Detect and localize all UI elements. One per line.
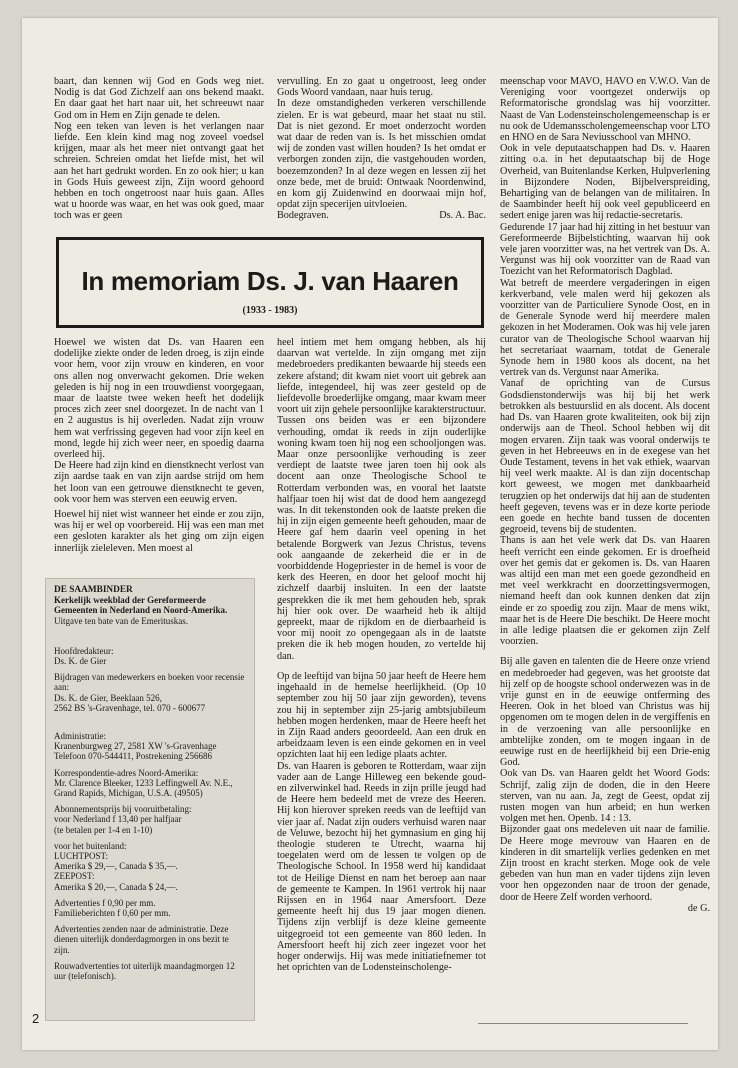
admin-address: Kranenburgweg 27, 2581 XW 's-Gravenhage [54, 741, 217, 752]
paragraph: Ds. van Haaren is geboren te Rotterdam, waar zijn vader aan de Lange Hilleweg een bekende goud- en zilverwinkel had. Reeds in zijn prille jeugd had de Heere hem bedeeld met de vreze des Heeren. Hij kon hierover spreken reeds van de leeftijd van vier jaar af. Nadat zijn ouders verhuisd waren naar de Veluwe, bezocht hij het gymnasium en ging hij theologie studeren te Utrecht, waarna hij toegelaten werd om de lessen te volgen op de Theologische School. In 1958 werd hij kandidaat tot de Heilige Dienst en nam het beroep aan naar de gemeente te Kampen. In 1961 vertrok hij naar Rijssen en in 1964 naar Amersfoort. Deze gemeente heeft hij dus 19 jaar mogen dienen. Tijdens zijn verblijf is deze kleine gemeente uitgegroeid tot een gemeente van 860 leden. In Amersfoort heeft hij zich zeer ingezet voor het hoger onderwijs. Hij was mede initiatiefnemer tot het oprichten van de Lodensteinscholenge- [277, 760, 486, 974]
editor-name: Ds. K. de Gier [54, 656, 107, 667]
na-address: Mr. Clarence Bleeker, 1233 Leffingwell Av. N.E., Grand Rapids, Michigan, U.S.A. (49505) [54, 777, 233, 799]
editor-label: Hoofdredakteur: [54, 645, 114, 656]
publication-subtitle: Kerkelijk weekblad der Gereformeerde Gemeenten in Nederland en Noord-Amerika. [54, 595, 228, 616]
contrib-label: Bijdragen van medewerkers en boeken voor recensie aan: [54, 672, 245, 693]
life-years: (1933 - 1983) [242, 305, 298, 316]
airmail-label: LUCHTPOST: [54, 851, 109, 862]
paragraph: Bij alle gaven en talenten die de Heere onze vriend en medebroeder had gegeven, was het grootste dat hij zelf op de hoogste school onderwezen was in de vrije gunst en in de eeuwige ontferming des Heeren. Ook in het bloed van Christus was hij opgenomen om te mogen delen in de vergiffenis en in de verzoening van alle persoonlijke en ambtelijke zonden, om te mogen ingaan in de eeuwige rust en de heerlijkheid bij een Drie-enig God. [500, 656, 710, 769]
seamail-prices: Amerika $ 20,—, Canada $ 24,—. [54, 881, 178, 892]
contrib-address: Ds. K. de Gier, Beeklaan 526, [54, 692, 162, 703]
paragraph: Hoewel we wisten dat Ds. van Haaren een dodelijke ziekte onder de leden droeg, is zijn einde voor hem, voor zijn vrouw en kinderen, en voor ons allen nog onverwacht gekomen. Drie weken geleden is hij nog in een trouwdienst voorgegaan, maar de laatste twee weken heeft het dodelijk proces zich zeer snel doorgezet. In de nacht van 1 en 2 augustus is hij overleden. Nadat zijn vrouw hem wat verfrissing gegeven had voor zijn keel en mond, legde hij zich weer neer, en spoedig daarna overleed hij. [54, 337, 264, 461]
admin-label: Administratie: [54, 731, 106, 742]
paragraph: baart, dan kennen wij God en Gods weg niet. Nodig is dat God Zichzelf aan ons bekend maakt. En daar gaat het hart naar uit, het schreeuwt naar God om in Hem en Zijn genade te delen. [54, 76, 264, 121]
paragraph: vervulling. En zo gaat u ongetroost, leeg onder Gods Woord vandaan, naar huis terug. [277, 76, 486, 99]
paragraph: Gedurende 17 jaar had hij zitting in het bestuur van Gereformeerde Bijbelstichting, waarvan hij ook vele jaren voorzitter was, na het vertrek van Ds. A. Vergunst was hij ook voorzitter van de Raad van Toezicht van het Reformatorisch Dagblad. [500, 221, 710, 278]
paragraph: Vanaf de oprichting van de Cursus Godsdienstonderwijs was hij bij het werk betrokken als bestuurslid en als docent. Als docent had Ds. van Haaren grote kwaliteiten, ook bij zijn onderwijs aan de Theol. School hebben wij dit mogen ervaren. Zijn taak was vooral onderwijs te geven in het Hebreeuws en in de exegese van het Oude Testament, tevens in het vak ethiek, waarvan hij veel werk maakte. Al is dan zijn docentschap kort geweest, we mogen met dankbaarheid terugzien op het onderwijs dat hij aan de studenten heeft gegeven, tevens was er in deze korte periode een goede en hechte band tussen de docenten gegroeid, tevens bij de studenten. [500, 378, 710, 536]
publication-name: DE SAAMBINDER [54, 585, 133, 595]
paragraph: meenschap voor MAVO, HAVO en V.W.O. Van de Vereniging voor voortgezet onderwijs op Reformatorische grondslag was hij voorzitter. Naast de Van Lodensteinscholengemeenschap is er nu ook de Udemansscholengemeenschap voor LTO en HNO en de Sara Neviusschool van MHNO. [500, 76, 710, 144]
subscription-nl-note: (te betalen per 1-4 en 1-10) [54, 824, 153, 835]
paragraph: Hoewel hij niet wist wanneer het einde er zou zijn, was hij er wel op voorbereid. Hij was een man met een gesloten karakter als het ging om zijn eigen innerlijk zieleleven. Men moest al [54, 509, 264, 554]
signature-author: Ds. A. Bac. [439, 210, 486, 222]
paragraph: Ook van Ds. van Haaren geldt het Woord Gods: Schrijf, zalig zijn de doden, die in den Heere sterven, van nu aan. Ja, zegt de Geest, opdat zij rusten mogen van hun arbeid; en hun werken volgen met hen. Openb. 14 : 13. [500, 768, 710, 825]
paragraph: De Heere had zijn kind en dienstknecht verlost van zijn aardse taak en van zijn aardse strijd om hem het loon van een getrouwe dienstknecht te geven, ook voor hem was sterven een eeuwig erven. [54, 460, 264, 505]
headline: In memoriam Ds. J. van Haaren [81, 266, 459, 296]
signature: de G. [687, 902, 710, 914]
na-label: Korrespondentie-adres Noord-Amerika: [54, 767, 199, 778]
paragraph: Thans is aan het vele werk dat Ds. van Haaren heeft verricht een einde gekomen. Er is droefheid over het gemis dat er gekomen is. Ds. van Haaren was altijd een man met een goede gezondheid en met veel werkkracht en doorzettingsvermogen, niemand heeft dan ook kunnen denken dat zijn einde er zo spoedig zou zijn. Maar de mens wikt, maar het is de Heere Die beschikt. De Heere mocht in alle ledige plaatsen die er gekomen zijn Zelf voorzien. [500, 535, 710, 648]
article-column-2 [277, 337, 486, 973]
paragraph: Wat betreft de meerdere vergaderingen in eigen kerkverband, vele malen werd hij gekozen als voorzitter van de Particuliere Synode Oost, en in de Generale Synode werd hij meerdere malen gekozen in het Moderamen. Ook was hij vele jaren curator van de Theologische School waarvan hij het secretariaat waarnam, totdat de Generale Synode hem in 1980 koos als docent, na het vertrek van ds. Vergunst naar Amerika. [500, 277, 710, 379]
paragraph: heel intiem met hem omgang hebben, als hij daarvan wat vertelde. In zijn omgang met zijn medebroeders predikanten bewaarde hij steeds een zekere afstand; dit kwam niet voort uit gebrek aan liefde, integendeel, hij was zeer gesteld op de liefdevolle broederlijke omgang, maar kwam meer voort uit zijn gehele persoonlijke karakterstructuur. Tussen ons beiden was er een bijzondere verhouding, omdat ik reeds in zijn ouderlijke woning kwam toen hij nog een schooljongen was. Maar onze persoonlijke verhouding is zeer verdiept de laatste twee jaren toen hij ook als docent aan onze Theologische School te Rotterdam verbonden was, en vooral het laatste halfjaar toen hij wist dat de dood hem aangezegd was. In dit tekenstonden ook de laatste preken die hij in zijn eigen gemeente heeft gehouden, maar de Heere gaf hem daarin veel opening in het betalende Borgwerk van Jezus Christus, tevens ook aangaande de zekerheid die er in de voorbiddende Hogepriester in de hemel is voor de kerk des Heeren, en door het geloof mocht hij zichzelf daarbij insluiten. In een der laatste gesprekken die ik met hem gehouden heb, sprak hij hier ook over. De waarheid heb ik altijd gepreekt, maar de rijkdom en de dierbaarheid is voor mij nooit zo opengegaan als in de laatste preken die ik heb mogen houden, zo vertelde hij dan. [277, 337, 486, 662]
paragraph: Ook in vele deputaatschappen had Ds. v. Haaren zitting o.a. in het deputaatschap bij de Hoge Overheid, van Buitenlandse Kerken, Hulpverlening in Bijzondere Noden, Bijbelverspreiding, Behartiging van de belangen van de militairen. In de Saambinder heeft hij ook veel gepubliceerd en sedert enige jaren was hij redactie-secretaris. [500, 143, 710, 222]
paragraph: Nog een teken van leven is het verlangen naar liefde. Een klein kind mag nog zoveel voedsel krijgen, maar als het meer niet ontvangt gaat het schreien. Schreien omdat het liefde mist, het wil aan het hart gedrukt worden. En zo ook hier; u kan in Gods Huis geweest zijn, Zijn woord gehoord hebben en toch ongetroost naar huis gaan. Alles wat u hoorde was waar, en het was ook goed, maar toch was er geen [54, 120, 264, 222]
publisher-note: Uitgave ten bate van de Emerituskas. [54, 615, 188, 626]
subscription-nl: voor Nederland f 13,40 per halfjaar [54, 814, 182, 825]
seamail-label: ZEEPOST: [54, 871, 95, 882]
subscription-label: Abonnementsprijs bij vooruitbetaling: [54, 804, 192, 815]
top-column-2 [277, 76, 486, 222]
article-column-1 [54, 337, 264, 554]
family-ads-rate: Familieberichten f 0,60 per mm. [54, 908, 171, 919]
paragraph: In deze omstandigheden verkeren verschillende zielen. Er is wat gebeurd, maar het staat nu stil. Dat is niet gezond. Er moet onderzocht worden wat daar de reden van is. Is het misschien omdat wij de zonden vast willen houden? Is het omdat er verborgen zonden zijn, die vastgehouden worden, boezemzonden? In al deze wegen en lessen zij het onze bede, met de bruid: Ontwaak Noordenwind, en kom gij Zuidenwind en doorwaai mijn hof, opdat zijn specerijen uitvloeien. [277, 98, 486, 211]
abroad-label: voor het buitenland: [54, 840, 127, 851]
colophon-box [45, 578, 255, 1021]
top-column-1 [54, 76, 264, 222]
airmail-prices: Amerika $ 29,—, Canada $ 35,—. [54, 861, 178, 872]
signature [277, 210, 486, 221]
mourning-ads-note: Rouwadvertenties tot uiterlijk maandagmorgen 12 uur (telefonisch). [54, 960, 235, 982]
newspaper-page [22, 18, 718, 1050]
page-number: 2 [32, 1011, 40, 1026]
contrib-address: 2562 BS 's-Gravenhage, tel. 070 - 600677 [54, 702, 206, 713]
paragraph: Op de leeftijd van bijna 50 jaar heeft de Heere hem ingehaald in de hemelse heerlijkheid. (Op 10 september zou hij 50 jaar zijn geworden), tevens zou hij in september zijn 25-jarig ambtsjubileum hebben mogen herdenken, maar de Heere heeft het in Zijn Raad anders geoordeeld. Aan een druk en arbeidzaam leven is een einde gekomen en in veel opzichten laat hij een ledige plaats achter. [277, 670, 486, 761]
admin-phone: Telefoon 070-544411, Postrekening 256686 [54, 751, 213, 762]
divider [478, 1023, 688, 1024]
memoriam-banner [56, 237, 484, 328]
ads-note: Advertenties zenden naar de administratie. Deze dienen uiterlijk donderdagmorgen in ons bezit te zijn. [54, 924, 229, 955]
paragraph: Bijzonder gaat ons medeleven uit naar de familie. De Heere moge mevrouw van Haaren en de kinderen in dit smartelijk verlies gedenken en met Zijn troost en kracht sterken. Moge ook de vele gebeden van hun man en vader tijdens zijn leven voor hen opgezonden naar de troon der genade, door de Heere Zelf worden verhoord. [500, 824, 710, 903]
right-column [500, 76, 710, 914]
ads-rate: Advertenties f 0,90 per mm. [54, 897, 156, 908]
signature-place: Bodegraven. [277, 210, 329, 222]
